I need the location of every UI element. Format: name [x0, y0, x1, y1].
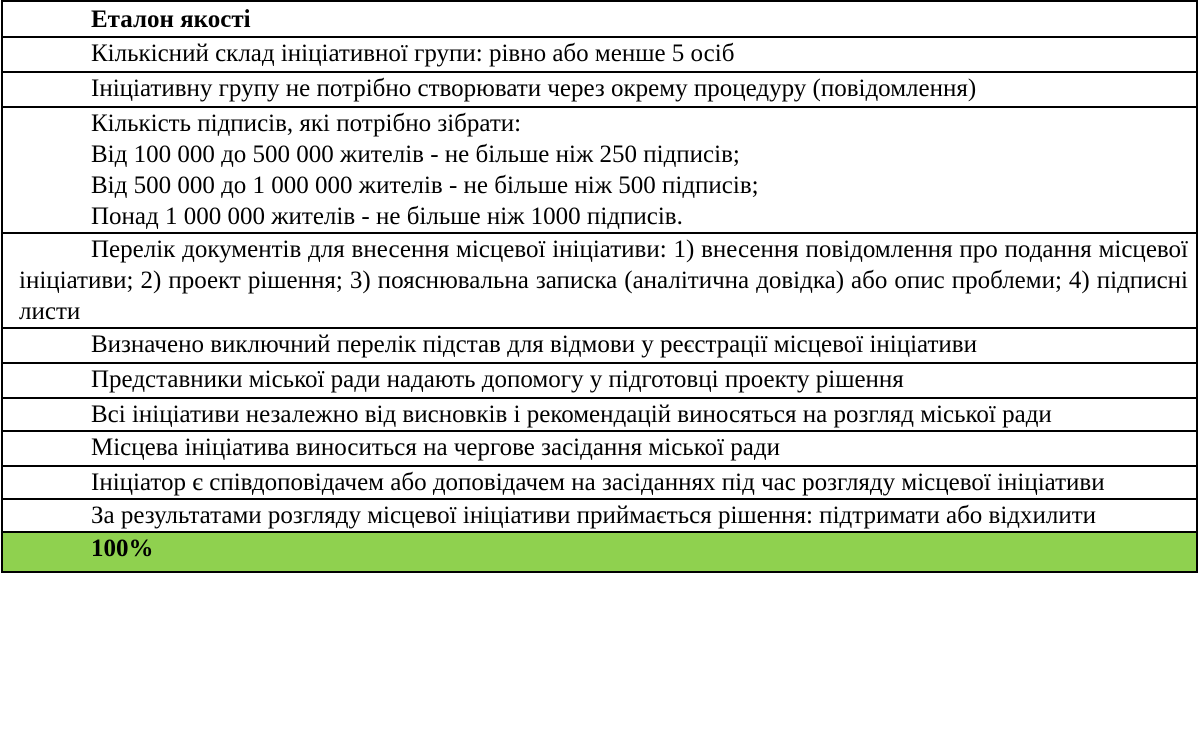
signatures-intro: Кількість підписів, які потрібно зібрати: [91, 110, 522, 137]
table-row [2, 37, 1197, 72]
result-score: 100% [2, 532, 1197, 572]
signatures-tier-3: Понад 1 000 000 жителів - не більше ніж 1000 підписів. [91, 203, 683, 230]
table-cell-regular-session: Місцева ініціатива виноситься на чергове засідання міської ради [2, 431, 1197, 466]
table-row [2, 431, 1197, 466]
signatures-tier-1: Від 100 000 до 500 000 жителів - не більше ніж 250 підписів; [91, 141, 740, 168]
table-row [2, 233, 1197, 328]
table-row [2, 466, 1197, 499]
table-cell-council-help: Представники міської ради надають допомогу у підготовці проекту рішення [2, 363, 1197, 398]
table-row [2, 328, 1197, 363]
table-row [2, 499, 1197, 532]
table-cell-refusal-grounds: Визначено виключний перелік підстав для відмови у реєстрації місцевої ініціативи [2, 328, 1197, 363]
table-cell-decision: За результатами розгляду місцевої ініціативи приймається рішення: підтримати або відхилити [2, 499, 1197, 532]
table-row [2, 72, 1197, 107]
quality-standard-table [1, 0, 1198, 573]
table-header-row [2, 1, 1197, 37]
table-cell-all-initiatives: Всі ініціативи незалежно від висновків і рекомендацій виносяться на розгляд міської ради [2, 398, 1197, 431]
signatures-tier-2: Від 500 000 до 1 000 000 жителів - не більше ніж 500 підписів; [91, 172, 759, 199]
table-cell-co-speaker: Ініціатор є співдоповідачем або доповідачем на засіданнях під час розгляду місцевої ініціативи [2, 466, 1197, 499]
table-cell-documents: Перелік документів для внесення місцевої ініціативи: 1) внесення повідомлення про подання місцевої ініціативи; 2) проект рішення; 3) пояснювальна записка (аналітична довідка) або опис проблеми; 4) підписні листи [2, 233, 1197, 328]
table-row [2, 363, 1197, 398]
table-result-row [2, 532, 1197, 572]
table-cell-group-creation: Ініціативну групу не потрібно створювати через окрему процедуру (повідомлення) [2, 72, 1197, 107]
table-cell-group-size: Кількісний склад ініціативної групи: рівно або менше 5 осіб [2, 37, 1197, 72]
table-header-cell: Еталон якості [2, 1, 1197, 37]
table-cell-signatures [2, 107, 1197, 233]
table-row [2, 107, 1197, 233]
table-row [2, 398, 1197, 431]
